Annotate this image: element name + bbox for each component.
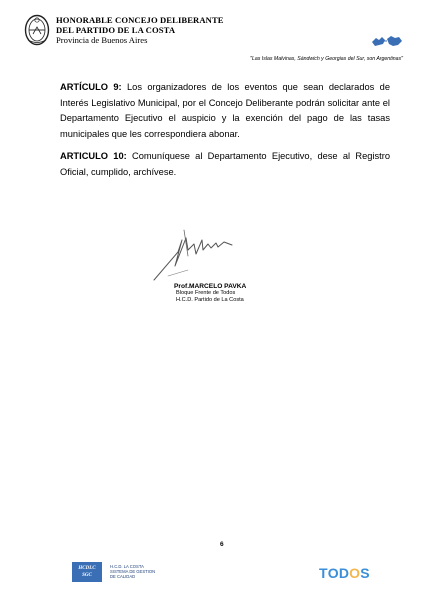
sgc-logo xyxy=(72,562,102,582)
todos-logo-letter: S xyxy=(360,565,370,581)
article-text: Comuníquese al Departamento Ejecutivo, dese al Registro Oficial, cumplido, archívese. xyxy=(60,151,390,177)
todos-logo-letter: T xyxy=(319,565,328,581)
article-heading: ARTÍCULO 9: xyxy=(60,82,122,92)
signatory-name: Prof.MARCELO PAVKA xyxy=(174,283,247,290)
handwritten-signature xyxy=(148,226,244,284)
page-number: 6 xyxy=(220,541,224,548)
article-heading: ARTICULO 10: xyxy=(60,151,127,162)
article-text: Los organizadores de los eventos que sean declarados de Interés Legislativo Municipal, por el Concejo Deliberante podrán solicitar ante el Departamento Ejecutivo el auspicio y la exención del pago de las tasas municipales que les correspondiera abonar. xyxy=(60,82,390,139)
province-name: Provincia de Buenos Aires xyxy=(56,35,148,45)
sgc-logo-line1: HCDLC xyxy=(78,566,96,571)
todos-logo-letter: O xyxy=(327,565,339,581)
malvinas-islands-icon xyxy=(370,33,404,49)
motto: "Las Islas Malvinas, Sándwich y Georgias del Sur, son Argentinas" xyxy=(250,56,403,62)
sgc-logo-line2: SGC xyxy=(82,573,92,578)
institution-header xyxy=(56,15,224,45)
document-body xyxy=(60,80,390,188)
todos-logo-letter: O xyxy=(349,565,361,581)
quality-system-line3: DE CALIDAD xyxy=(110,574,136,579)
institution-name: HONORABLE CONCEJO DELIBERANTE xyxy=(56,15,224,25)
todos-logo xyxy=(319,564,370,582)
quality-system-line1: H.C.D. LA COSTA xyxy=(110,564,144,569)
signature-block xyxy=(174,283,246,304)
signatory-bloc: Bloque Frente de Todos xyxy=(176,290,236,296)
coat-of-arms-icon xyxy=(24,14,50,46)
todos-logo-letter: D xyxy=(338,565,350,581)
quality-system-text xyxy=(110,564,155,579)
article-9 xyxy=(60,80,390,142)
article-10 xyxy=(60,149,390,180)
signatory-body: H.C.D. Partido de La Costa xyxy=(176,297,244,303)
district-name: DEL PARTIDO DE LA COSTA xyxy=(56,25,176,35)
quality-system-line2: SISTEMA DE GESTION xyxy=(110,569,156,574)
